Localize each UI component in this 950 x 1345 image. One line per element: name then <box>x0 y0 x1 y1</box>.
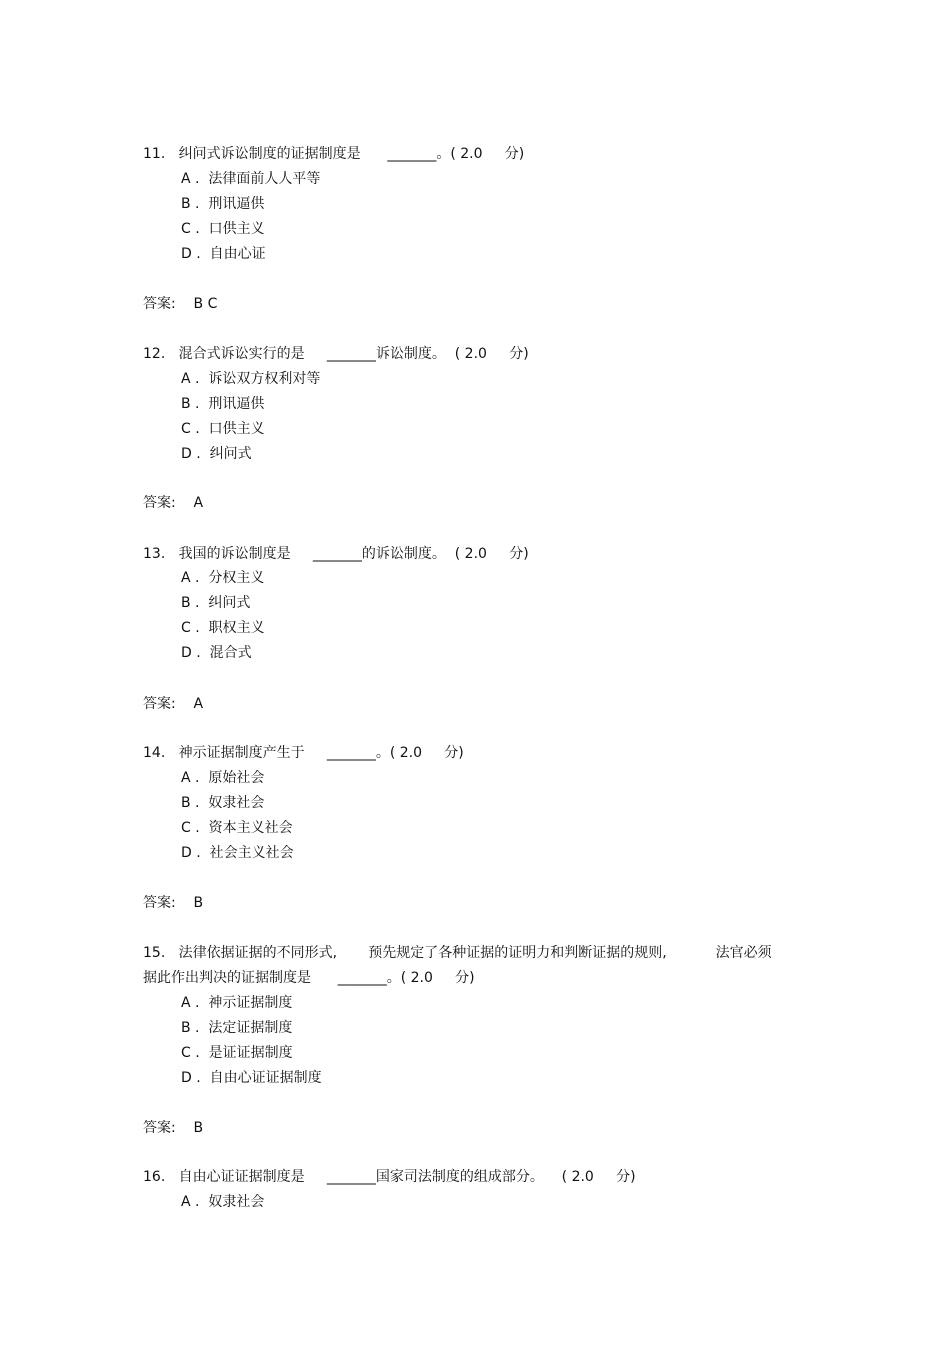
question-14-option-a: A . 原始社会 <box>181 770 265 786</box>
question-14-option-c: C . 资本主义社会 <box>181 820 293 836</box>
question-16-option-a: A . 奴隶社会 <box>181 1194 265 1210</box>
question-15-option-c: C . 是证证据制度 <box>181 1045 293 1061</box>
question-11-option-a: A . 法律面前人人平等 <box>181 171 321 187</box>
question-12-option-a: A . 诉讼双方权利对等 <box>181 371 321 387</box>
question-16-stem: 16. 自由心证证据制度是 _______国家司法制度的组成部分。 ( 2.0 分) <box>143 1169 636 1185</box>
question-12-option-d: D . 纠问式 <box>181 446 252 462</box>
question-15-stem-line-1: 15. 法律依据证据的不同形式, 预先规定了各种证据的证明力和判断证据的规则, 法官必须 <box>143 945 772 961</box>
question-15-option-b: B . 法定证据制度 <box>181 1020 293 1036</box>
question-13-option-a: A . 分权主义 <box>181 570 265 586</box>
question-11-answer: 答案: B C <box>143 296 218 312</box>
question-11-option-b: B . 刑讯逼供 <box>181 196 265 212</box>
question-13-option-d: D . 混合式 <box>181 645 252 661</box>
question-15-option-a: A . 神示证据制度 <box>181 995 293 1011</box>
question-14-stem: 14. 神示证据制度产生于 _______。( 2.0 分) <box>143 745 464 761</box>
question-14-answer: 答案: B <box>143 895 204 911</box>
question-11-option-c: C . 口供主义 <box>181 221 265 237</box>
question-13-option-b: B . 纠问式 <box>181 595 251 611</box>
question-13-stem: 13. 我国的诉讼制度是 _______的诉讼制度。 ( 2.0 分) <box>143 546 529 562</box>
question-15-stem-line-2: 据此作出判决的证据制度是 _______。( 2.0 分) <box>143 970 475 986</box>
question-11-stem: 11. 纠问式诉讼制度的证据制度是 _______。( 2.0 分) <box>143 146 525 162</box>
question-15-option-d: D . 自由心证证据制度 <box>181 1070 322 1086</box>
question-11-option-d: D . 自由心证 <box>181 246 266 262</box>
question-12-stem: 12. 混合式诉讼实行的是 _______诉讼制度。 ( 2.0 分) <box>143 346 529 362</box>
question-12-option-b: B . 刑讯逼供 <box>181 396 265 412</box>
question-13-answer: 答案: A <box>143 696 204 712</box>
question-12-option-c: C . 口供主义 <box>181 421 265 437</box>
question-13-option-c: C . 职权主义 <box>181 620 265 636</box>
question-14-option-b: B . 奴隶社会 <box>181 795 265 811</box>
question-14-option-d: D . 社会主义社会 <box>181 845 294 861</box>
question-12-answer: 答案: A <box>143 495 204 511</box>
question-15-answer: 答案: B <box>143 1120 204 1136</box>
